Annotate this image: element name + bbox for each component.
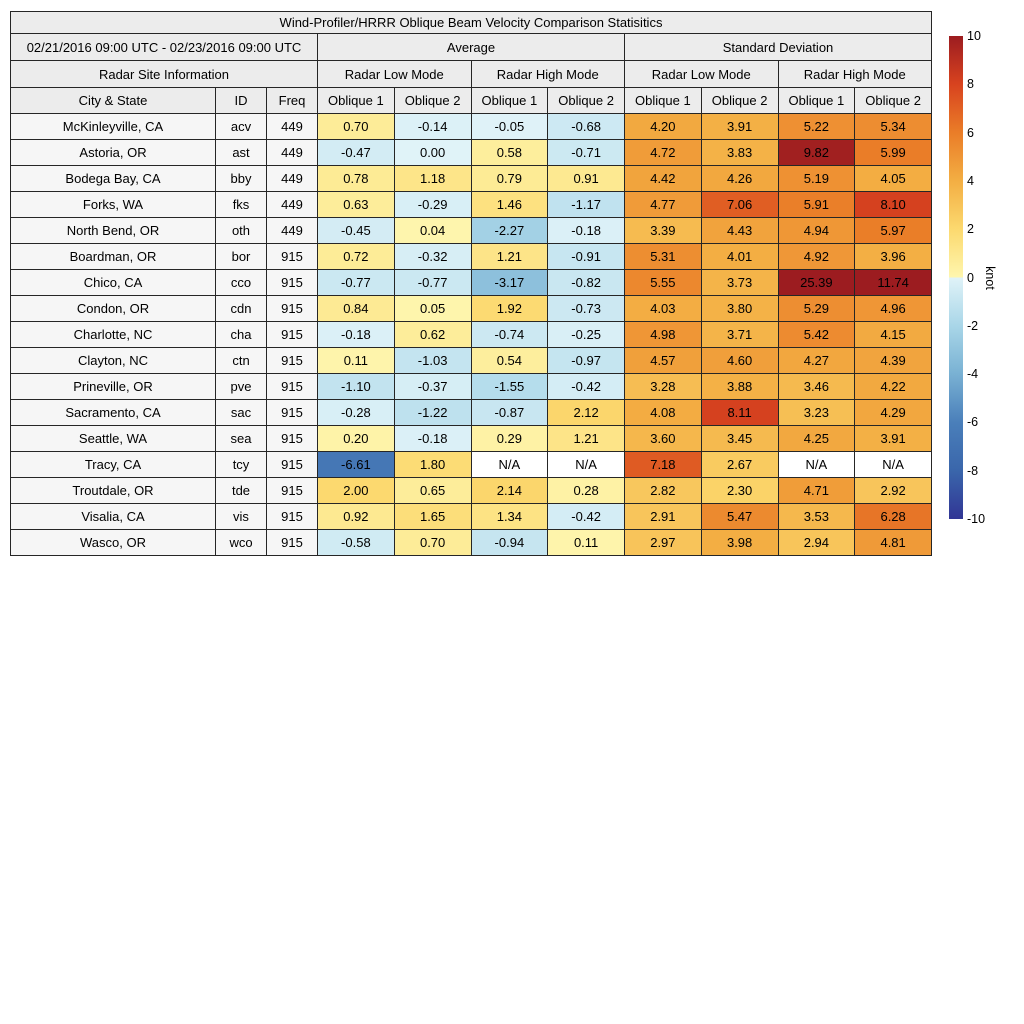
value-cell: -6.61 <box>318 452 395 478</box>
value-cell: -0.68 <box>548 114 625 140</box>
city-cell: North Bend, OR <box>11 218 216 244</box>
site-id-cell: ast <box>216 140 267 166</box>
value-cell: -0.47 <box>318 140 395 166</box>
col-header-avg-high-oblique1: Oblique 1 <box>471 88 548 114</box>
colorbar-tick-label: -8 <box>967 463 979 478</box>
value-cell: -0.42 <box>548 374 625 400</box>
value-cell: -0.91 <box>548 244 625 270</box>
colorbar-tick-label: 6 <box>967 125 974 140</box>
city-cell: Bodega Bay, CA <box>11 166 216 192</box>
table-row <box>11 348 932 374</box>
value-cell: 5.55 <box>625 270 702 296</box>
value-cell: 0.65 <box>394 478 471 504</box>
value-cell: 3.60 <box>625 426 702 452</box>
table-row <box>11 452 932 478</box>
value-cell: 1.21 <box>548 426 625 452</box>
value-cell: 4.15 <box>855 322 932 348</box>
value-cell: -1.22 <box>394 400 471 426</box>
site-id-cell: tde <box>216 478 267 504</box>
freq-cell: 449 <box>267 140 318 166</box>
site-id-cell: cdn <box>216 296 267 322</box>
freq-cell: 915 <box>267 452 318 478</box>
freq-cell: 915 <box>267 244 318 270</box>
value-cell: 1.21 <box>471 244 548 270</box>
colorbar-tick-label: -4 <box>967 367 979 382</box>
value-cell: 0.84 <box>318 296 395 322</box>
value-cell: 4.72 <box>625 140 702 166</box>
std-high-mode-header: Radar High Mode <box>778 61 932 88</box>
value-cell: 4.05 <box>855 166 932 192</box>
city-cell: Seattle, WA <box>11 426 216 452</box>
value-cell: -0.28 <box>318 400 395 426</box>
colorbar-tick-label: -2 <box>967 318 979 333</box>
value-cell: 2.14 <box>471 478 548 504</box>
value-cell: 2.92 <box>855 478 932 504</box>
col-header-city: City & State <box>11 88 216 114</box>
value-cell: 2.12 <box>548 400 625 426</box>
average-group-header: Average <box>318 34 625 61</box>
freq-cell: 915 <box>267 504 318 530</box>
value-cell: -3.17 <box>471 270 548 296</box>
value-cell: N/A <box>471 452 548 478</box>
colorbar <box>949 36 963 519</box>
value-cell: 0.00 <box>394 140 471 166</box>
value-cell: 5.91 <box>778 192 855 218</box>
value-cell: 3.73 <box>701 270 778 296</box>
site-id-cell: wco <box>216 530 267 556</box>
value-cell: 4.94 <box>778 218 855 244</box>
table-row <box>11 296 932 322</box>
value-cell: 1.92 <box>471 296 548 322</box>
value-cell: 2.82 <box>625 478 702 504</box>
value-cell: 4.27 <box>778 348 855 374</box>
value-cell: 0.11 <box>318 348 395 374</box>
value-cell: 3.45 <box>701 426 778 452</box>
value-cell: 4.22 <box>855 374 932 400</box>
city-cell: Boardman, OR <box>11 244 216 270</box>
city-cell: Charlotte, NC <box>11 322 216 348</box>
value-cell: 4.39 <box>855 348 932 374</box>
freq-cell: 915 <box>267 374 318 400</box>
value-cell: 0.63 <box>318 192 395 218</box>
value-cell: 4.01 <box>701 244 778 270</box>
city-cell: Astoria, OR <box>11 140 216 166</box>
freq-cell: 449 <box>267 218 318 244</box>
city-cell: Prineville, OR <box>11 374 216 400</box>
value-cell: -0.18 <box>318 322 395 348</box>
value-cell: -0.45 <box>318 218 395 244</box>
value-cell: 0.92 <box>318 504 395 530</box>
table-row <box>11 270 932 296</box>
value-cell: 0.79 <box>471 166 548 192</box>
value-cell: 0.70 <box>394 530 471 556</box>
value-cell: 7.18 <box>625 452 702 478</box>
value-cell: 9.82 <box>778 140 855 166</box>
table-row <box>11 244 932 270</box>
site-id-cell: sac <box>216 400 267 426</box>
avg-low-mode-header: Radar Low Mode <box>318 61 472 88</box>
colorbar-tick-label: 8 <box>967 77 974 92</box>
value-cell: 0.29 <box>471 426 548 452</box>
value-cell: 3.91 <box>855 426 932 452</box>
col-header-std-high-oblique1: Oblique 1 <box>778 88 855 114</box>
value-cell: 25.39 <box>778 270 855 296</box>
value-cell: -0.29 <box>394 192 471 218</box>
value-cell: 2.00 <box>318 478 395 504</box>
value-cell: -0.37 <box>394 374 471 400</box>
value-cell: 4.08 <box>625 400 702 426</box>
value-cell: 5.22 <box>778 114 855 140</box>
freq-cell: 915 <box>267 270 318 296</box>
value-cell: 4.42 <box>625 166 702 192</box>
value-cell: -0.73 <box>548 296 625 322</box>
colorbar-axis-label: knot <box>983 266 997 290</box>
site-id-cell: cco <box>216 270 267 296</box>
value-cell: -0.32 <box>394 244 471 270</box>
value-cell: 0.78 <box>318 166 395 192</box>
value-cell: 4.20 <box>625 114 702 140</box>
table-row <box>11 140 932 166</box>
value-cell: -2.27 <box>471 218 548 244</box>
value-cell: 2.67 <box>701 452 778 478</box>
value-cell: 5.97 <box>855 218 932 244</box>
value-cell: 4.81 <box>855 530 932 556</box>
city-cell: Chico, CA <box>11 270 216 296</box>
column-header-row <box>11 88 932 114</box>
value-cell: 3.46 <box>778 374 855 400</box>
value-cell: 2.97 <box>625 530 702 556</box>
colorbar-tick-label: -6 <box>967 415 979 430</box>
city-cell: Troutdale, OR <box>11 478 216 504</box>
value-cell: -0.58 <box>318 530 395 556</box>
statistics-table <box>10 11 932 556</box>
freq-cell: 915 <box>267 426 318 452</box>
table-row <box>11 530 932 556</box>
site-id-cell: vis <box>216 504 267 530</box>
value-cell: -0.77 <box>318 270 395 296</box>
group-header-row <box>11 34 932 61</box>
value-cell: 3.96 <box>855 244 932 270</box>
value-cell: 4.43 <box>701 218 778 244</box>
col-header-std-low-oblique1: Oblique 1 <box>625 88 702 114</box>
value-cell: -0.18 <box>394 426 471 452</box>
value-cell: 0.28 <box>548 478 625 504</box>
value-cell: 4.57 <box>625 348 702 374</box>
freq-cell: 449 <box>267 166 318 192</box>
site-id-cell: tcy <box>216 452 267 478</box>
std-low-mode-header: Radar Low Mode <box>625 61 779 88</box>
value-cell: 4.29 <box>855 400 932 426</box>
freq-cell: 449 <box>267 192 318 218</box>
value-cell: 1.18 <box>394 166 471 192</box>
value-cell: 4.03 <box>625 296 702 322</box>
col-header-std-low-oblique2: Oblique 2 <box>701 88 778 114</box>
site-id-cell: bor <box>216 244 267 270</box>
colorbar-tick-label: 0 <box>967 270 974 285</box>
title-row <box>11 12 932 34</box>
freq-cell: 915 <box>267 478 318 504</box>
value-cell: 3.83 <box>701 140 778 166</box>
site-id-cell: cha <box>216 322 267 348</box>
value-cell: 6.28 <box>855 504 932 530</box>
table-row <box>11 478 932 504</box>
colorbar-tick-label: 4 <box>967 173 974 188</box>
table-row <box>11 374 932 400</box>
value-cell: 5.34 <box>855 114 932 140</box>
city-cell: Tracy, CA <box>11 452 216 478</box>
table-row <box>11 114 932 140</box>
value-cell: -0.05 <box>471 114 548 140</box>
table-row <box>11 400 932 426</box>
value-cell: 3.88 <box>701 374 778 400</box>
value-cell: 5.42 <box>778 322 855 348</box>
value-cell: -1.55 <box>471 374 548 400</box>
value-cell: 11.74 <box>855 270 932 296</box>
value-cell: 3.53 <box>778 504 855 530</box>
table-row <box>11 504 932 530</box>
value-cell: -0.94 <box>471 530 548 556</box>
value-cell: 4.77 <box>625 192 702 218</box>
site-id-cell: acv <box>216 114 267 140</box>
site-id-cell: fks <box>216 192 267 218</box>
col-header-std-high-oblique2: Oblique 2 <box>855 88 932 114</box>
value-cell: 5.31 <box>625 244 702 270</box>
city-cell: Condon, OR <box>11 296 216 322</box>
freq-cell: 915 <box>267 348 318 374</box>
value-cell: 3.91 <box>701 114 778 140</box>
value-cell: 0.20 <box>318 426 395 452</box>
value-cell: 5.19 <box>778 166 855 192</box>
value-cell: 0.91 <box>548 166 625 192</box>
value-cell: 5.99 <box>855 140 932 166</box>
city-cell: Clayton, NC <box>11 348 216 374</box>
mode-header-row <box>11 61 932 88</box>
value-cell: 0.11 <box>548 530 625 556</box>
value-cell: 0.70 <box>318 114 395 140</box>
table-row <box>11 426 932 452</box>
value-cell: 8.11 <box>701 400 778 426</box>
value-cell: -0.87 <box>471 400 548 426</box>
site-id-cell: oth <box>216 218 267 244</box>
value-cell: 0.05 <box>394 296 471 322</box>
colorbar-tick-label: 10 <box>967 29 981 43</box>
table-title: Wind-Profiler/HRRR Oblique Beam Velocity Comparison Statisitics <box>11 12 932 34</box>
value-cell: N/A <box>548 452 625 478</box>
col-header-avg-low-oblique2: Oblique 2 <box>394 88 471 114</box>
col-header-avg-high-oblique2: Oblique 2 <box>548 88 625 114</box>
freq-cell: 449 <box>267 114 318 140</box>
value-cell: 0.62 <box>394 322 471 348</box>
value-cell: 4.25 <box>778 426 855 452</box>
value-cell: 4.26 <box>701 166 778 192</box>
value-cell: 0.54 <box>471 348 548 374</box>
value-cell: -0.25 <box>548 322 625 348</box>
value-cell: N/A <box>778 452 855 478</box>
city-cell: Visalia, CA <box>11 504 216 530</box>
value-cell: 0.04 <box>394 218 471 244</box>
value-cell: -1.10 <box>318 374 395 400</box>
value-cell: N/A <box>855 452 932 478</box>
freq-cell: 915 <box>267 530 318 556</box>
value-cell: 4.71 <box>778 478 855 504</box>
freq-cell: 915 <box>267 400 318 426</box>
col-header-freq: Freq <box>267 88 318 114</box>
table-row <box>11 322 932 348</box>
freq-cell: 915 <box>267 322 318 348</box>
value-cell: -0.18 <box>548 218 625 244</box>
period-cell: 02/21/2016 09:00 UTC - 02/23/2016 09:00 UTC <box>11 34 318 61</box>
city-cell: Wasco, OR <box>11 530 216 556</box>
value-cell: 5.29 <box>778 296 855 322</box>
value-cell: 4.98 <box>625 322 702 348</box>
site-id-cell: ctn <box>216 348 267 374</box>
value-cell: -0.74 <box>471 322 548 348</box>
site-id-cell: bby <box>216 166 267 192</box>
freq-cell: 915 <box>267 296 318 322</box>
value-cell: 7.06 <box>701 192 778 218</box>
value-cell: -0.71 <box>548 140 625 166</box>
site-info-header: Radar Site Information <box>11 61 318 88</box>
avg-high-mode-header: Radar High Mode <box>471 61 625 88</box>
site-id-cell: pve <box>216 374 267 400</box>
value-cell: 3.28 <box>625 374 702 400</box>
value-cell: 2.30 <box>701 478 778 504</box>
city-cell: McKinleyville, CA <box>11 114 216 140</box>
value-cell: -0.42 <box>548 504 625 530</box>
value-cell: 3.80 <box>701 296 778 322</box>
value-cell: 3.39 <box>625 218 702 244</box>
value-cell: 3.71 <box>701 322 778 348</box>
value-cell: -0.77 <box>394 270 471 296</box>
std-group-header: Standard Deviation <box>625 34 932 61</box>
value-cell: 5.47 <box>701 504 778 530</box>
value-cell: 4.60 <box>701 348 778 374</box>
value-cell: 0.58 <box>471 140 548 166</box>
city-cell: Sacramento, CA <box>11 400 216 426</box>
table-row <box>11 218 932 244</box>
city-cell: Forks, WA <box>11 192 216 218</box>
value-cell: 1.80 <box>394 452 471 478</box>
table-row <box>11 166 932 192</box>
col-header-id: ID <box>216 88 267 114</box>
value-cell: -1.03 <box>394 348 471 374</box>
col-header-avg-low-oblique1: Oblique 1 <box>318 88 395 114</box>
value-cell: -1.17 <box>548 192 625 218</box>
value-cell: 4.96 <box>855 296 932 322</box>
value-cell: 2.94 <box>778 530 855 556</box>
colorbar-tick-label: 2 <box>967 222 974 237</box>
site-id-cell: sea <box>216 426 267 452</box>
table-row <box>11 192 932 218</box>
value-cell: 0.72 <box>318 244 395 270</box>
colorbar-tick-label: -10 <box>967 512 986 526</box>
value-cell: 3.98 <box>701 530 778 556</box>
value-cell: -0.82 <box>548 270 625 296</box>
value-cell: 1.65 <box>394 504 471 530</box>
value-cell: 1.34 <box>471 504 548 530</box>
value-cell: 2.91 <box>625 504 702 530</box>
value-cell: 8.10 <box>855 192 932 218</box>
value-cell: -0.14 <box>394 114 471 140</box>
value-cell: 3.23 <box>778 400 855 426</box>
value-cell: 1.46 <box>471 192 548 218</box>
value-cell: 4.92 <box>778 244 855 270</box>
value-cell: -0.97 <box>548 348 625 374</box>
